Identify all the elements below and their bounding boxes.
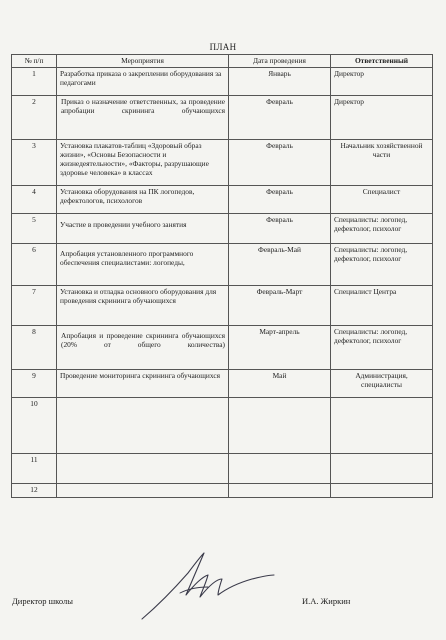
row-responsible: Специалисты: логопед, дефектолог, психолог <box>331 244 433 286</box>
row-number: 11 <box>12 454 57 484</box>
signature-name: И.А. Жиркин <box>302 596 351 606</box>
row-number: 7 <box>12 286 57 326</box>
row-date: Февраль <box>229 214 331 244</box>
row-date <box>229 398 331 454</box>
table-row <box>12 214 433 244</box>
header-number: № п/п <box>12 55 57 68</box>
row-date: Февраль <box>229 140 331 186</box>
row-number: 12 <box>12 484 57 498</box>
row-date: Февраль-Май <box>229 244 331 286</box>
row-event: Установка оборудования на ПК логопедов, дефектологов, психологов <box>57 186 229 214</box>
row-responsible: Начальник хозяйственной части <box>331 140 433 186</box>
table-row <box>12 398 433 454</box>
row-date: Май <box>229 370 331 398</box>
row-number: 8 <box>12 326 57 370</box>
row-responsible: Специалист <box>331 186 433 214</box>
header-event: Мероприятия <box>57 55 229 68</box>
row-event: Проведение мониторинга скрининга обучающихся <box>57 370 229 398</box>
row-number: 9 <box>12 370 57 398</box>
row-date <box>229 454 331 484</box>
row-date: Февраль <box>229 186 331 214</box>
row-number: 10 <box>12 398 57 454</box>
row-responsible: Директор <box>331 68 433 96</box>
row-responsible: Администрация, специалисты <box>331 370 433 398</box>
row-responsible <box>331 484 433 498</box>
table-row <box>12 370 433 398</box>
row-number: 4 <box>12 186 57 214</box>
table-row <box>12 68 433 96</box>
table-row <box>12 286 433 326</box>
row-date: Январь <box>229 68 331 96</box>
row-event: Установка и отладка основного оборудования для проведения скрининга обучающихся <box>57 286 229 326</box>
row-date: Февраль-Март <box>229 286 331 326</box>
row-number: 1 <box>12 68 57 96</box>
row-date: Февраль <box>229 96 331 140</box>
table-row <box>12 484 433 498</box>
row-responsible <box>331 454 433 484</box>
row-event <box>57 484 229 498</box>
row-event: Апробация установленного программного обеспечения специалистами: логопеды, <box>57 244 229 286</box>
table-header-row <box>12 55 433 68</box>
table-row <box>12 186 433 214</box>
row-number: 5 <box>12 214 57 244</box>
row-event: Приказ о назначение ответственных, за проведение апробации скрининга обучающихся <box>57 96 229 140</box>
table-row <box>12 244 433 286</box>
header-date: Дата проведения <box>229 55 331 68</box>
row-number: 3 <box>12 140 57 186</box>
page-title: ПЛАН <box>209 42 237 52</box>
row-number: 2 <box>12 96 57 140</box>
table-row <box>12 140 433 186</box>
signature-position: Директор школы <box>12 596 73 606</box>
row-date <box>229 484 331 498</box>
row-responsible: Специалисты: логопед, дефектолог, психолог <box>331 326 433 370</box>
row-event <box>57 454 229 484</box>
row-responsible: Специалист Центра <box>331 286 433 326</box>
row-event <box>57 398 229 454</box>
row-responsible: Директор <box>331 96 433 140</box>
row-responsible: Специалисты: логопед, дефектолог, психолог <box>331 214 433 244</box>
row-responsible <box>331 398 433 454</box>
table-row <box>12 454 433 484</box>
table-row <box>12 326 433 370</box>
table-row <box>12 96 433 140</box>
row-event: Установка плакатов-таблиц «Здоровый образ жизни», «Основы Безопасности и жизнедеятельности», «Факторы, разрушающие здоровье человека» в классах <box>57 140 229 186</box>
header-responsible: Ответственный <box>331 55 433 68</box>
plan-table <box>11 54 433 498</box>
row-event: Разработка приказа о закреплении оборудования за педагогами <box>57 68 229 96</box>
row-date: Март-апрель <box>229 326 331 370</box>
signature-image <box>128 545 278 623</box>
row-event: Апробация и проведение скрининга обучающихся (20% от общего количества) <box>57 326 229 370</box>
row-event: Участие в проведении учебного занятия <box>57 214 229 244</box>
row-number: 6 <box>12 244 57 286</box>
